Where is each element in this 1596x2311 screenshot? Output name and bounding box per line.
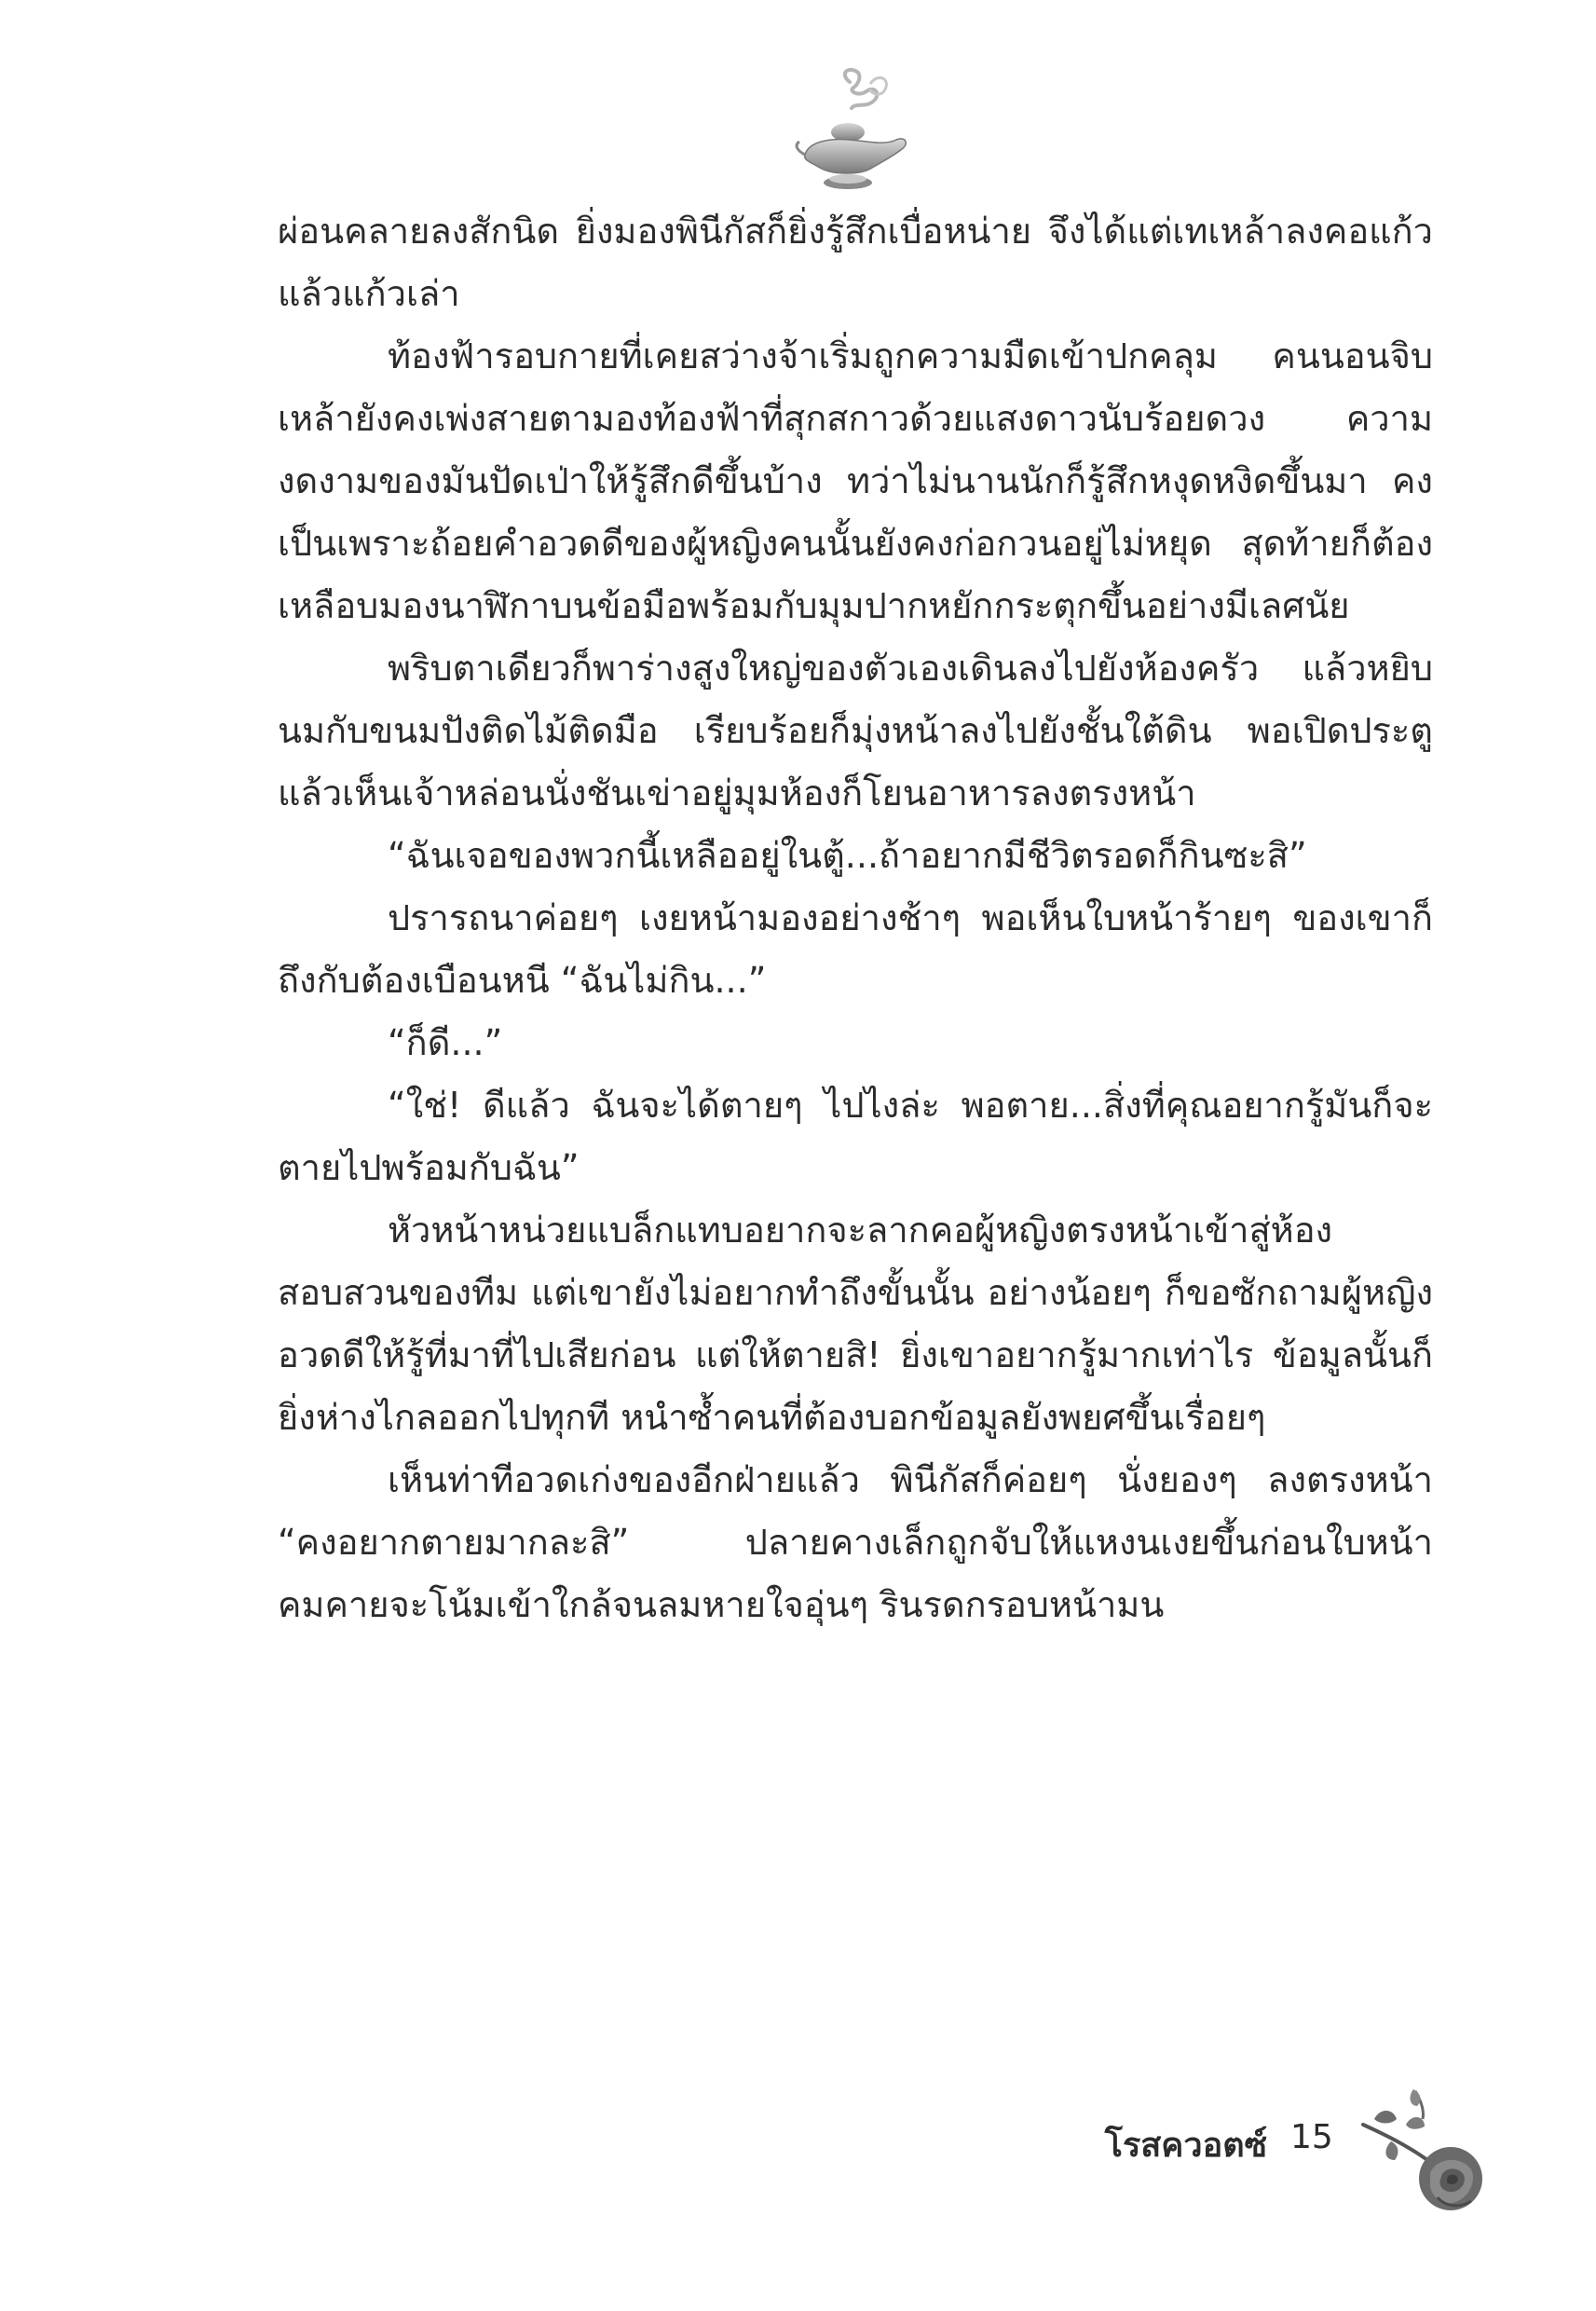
page-number: 15 [1290,2118,1333,2156]
paragraph: เห็นท่าทีอวดเก่งของอีกฝ่ายแล้ว พินีกัสก็ค่อยๆ นั่งยองๆ ลงตรงหน้า “คงอยากตายมากละสิ” ปลายคางเล็กถูกจับให้แหงนเงยขึ้นก่อนใบหน้าคมคายจะโน้มเข้าใกล้จนลมหายใจอุ่นๆ รินรดกรอบหน้ามน [278,1459,1433,1625]
paragraph: ปรารถนาค่อยๆ เงยหน้ามองอย่างช้าๆ พอเห็นใบหน้าร้ายๆ ของเขาก็ถึงกับต้องเบือนหนี “ฉันไม่กิน...” [278,897,1433,1001]
genie-lamp-icon [792,65,913,205]
book-title: โรสควอตซ์ [1104,2126,1267,2165]
paragraph: ท้องฟ้ารอบกายที่เคยสว่างจ้าเริ่มถูกความมืดเข้าปกคลุม คนนอนจิบเหล้ายังคงเพ่งสายตามองท้องฟ้าที่สุกสกาวด้วยแสงดาวนับร้อยดวง ความงดงามของมันปัดเป่าให้รู้สึกดีขึ้นบ้าง ทว่าไม่นานนักก็รู้สึกหงุดหงิดขึ้นมา คงเป็นเพราะถ้อยคำอวดดีของผู้หญิงคนนั้นยังคงก่อกวนอยู่ไม่หยุด สุดท้ายก็ต้องเหลือบมองนาฬิกาบนข้อมือพร้อมกับมุมปากหยักกระตุกขึ้นอย่างมีเลศนัย [278,335,1433,626]
paragraph: “ใช่! ดีแล้ว ฉันจะได้ตายๆ ไปไงล่ะ พอตาย...สิ่งที่คุณอยากรู้มันก็จะตายไปพร้อมกับฉัน” [278,1085,1433,1188]
body-text [278,200,1433,1636]
paragraph: “ฉันเจอของพวกนี้เหลืออยู่ในตู้...ถ้าอยากมีชีวิตรอดก็กินซะสิ” [388,835,1307,876]
rose-icon [1356,2087,1495,2227]
paragraph: ผ่อนคลายลงสักนิด ยิ่งมองพินีกัสก็ยิ่งรู้สึกเบื่อหน่าย จึงได้แต่เทเหล้าลงคอแก้วแล้วแก้วเล่า [278,211,1433,314]
paragraph: “ก็ดี...” [388,1022,503,1063]
page-footer [0,2087,1596,2274]
paragraph: หัวหน้าหน่วยแบล็กแทบอยากจะลากคอผู้หญิงตรงหน้าเข้าสู่ห้องสอบสวนของทีม แต่เขายังไม่อยากทำถึงขั้นนั้น อย่างน้อยๆ ก็ขอซักถามผู้หญิงอวดดีให้รู้ที่มาที่ไปเสียก่อน แต่ให้ตายสิ! ยิ่งเขาอยากรู้มากเท่าไร ข้อมูลนั้นก็ยิ่งห่างไกลออกไปทุกที หนำซ้ำคนที่ต้องบอกข้อมูลยังพยศขึ้นเรื่อยๆ [278,1210,1433,1438]
paragraph: พริบตาเดียวก็พาร่างสูงใหญ่ของตัวเองเดินลงไปยังห้องครัว แล้วหยิบนมกับขนมปังติดไม้ติดมือ เรียบร้อยก็มุ่งหน้าลงไปยังชั้นใต้ดิน พอเปิดประตูแล้วเห็นเจ้าหล่อนนั่งชันเข่าอยู่มุมห้องก็โยนอาหารลงตรงหน้า [278,648,1433,814]
